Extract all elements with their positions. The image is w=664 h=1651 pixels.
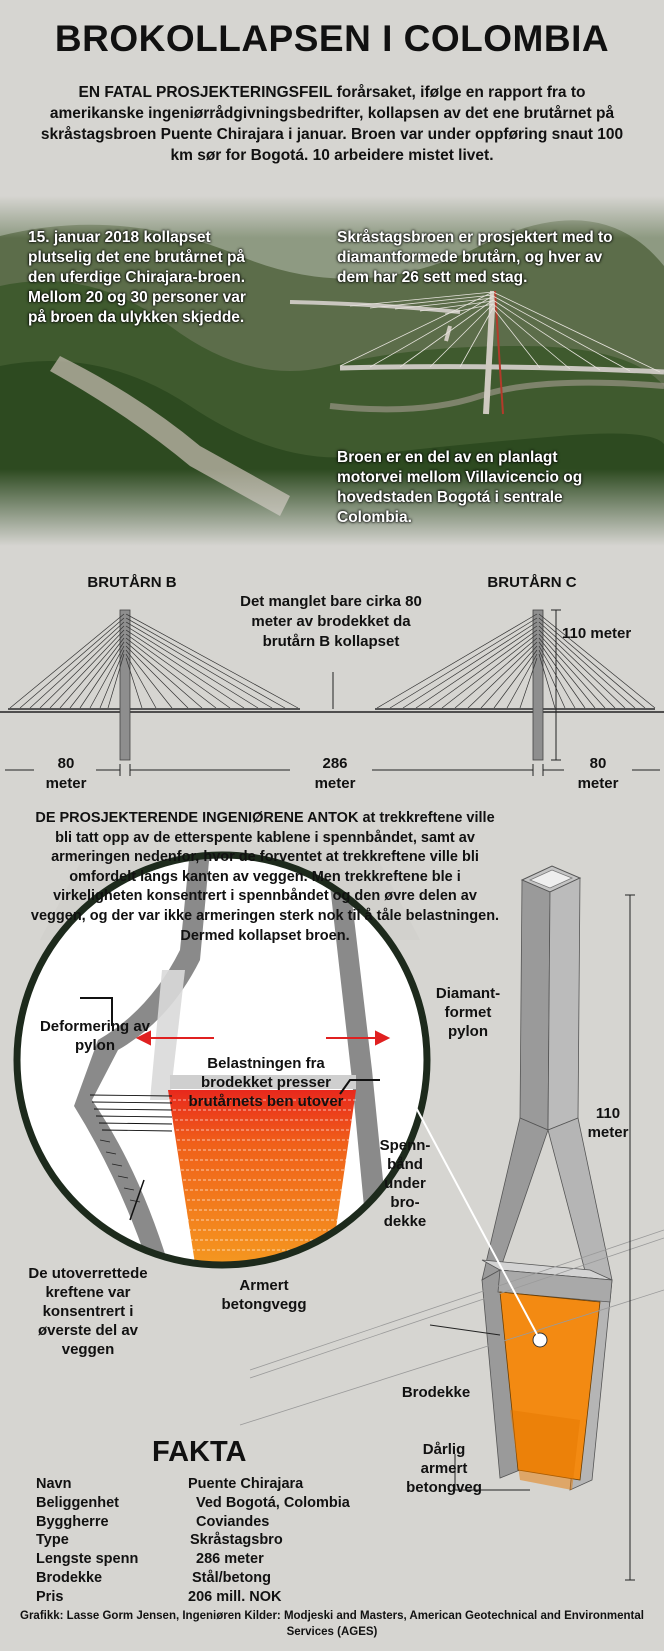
tower-height-label: 110 meter [562, 625, 632, 642]
diamond-pylon [482, 866, 612, 1490]
fact-key: Lengste spenn [36, 1551, 139, 1568]
intro-body: forårsaket, ifølge en rapport fra to amerikanske ingeniørrådgivningsbedrifter, kollapsen av det ene brutårnet på skråstagsbroen Puente Chirajara i januar. Broen var under oppføring snaut 100 km sør for Bogotá. 10 arbeidere mistet livet. [40, 84, 624, 164]
explanation-text [30, 809, 500, 946]
fact-row [36, 1532, 436, 1550]
explanation-lead: DE PROSJEKTERENDE INGENIØRENE ANTOK [35, 810, 359, 826]
intro-lead: EN FATAL PROSJEKTERINGSFEIL [78, 84, 333, 101]
fact-value: Coviandes [196, 1513, 270, 1530]
intro-text [30, 82, 634, 166]
fact-row [36, 1570, 436, 1588]
deck-label: Brodekke [401, 1384, 471, 1401]
tendon-label: Spenn-bånd under bro-dekke [379, 1137, 431, 1230]
wall-label: Armert betongvegg [221, 1277, 307, 1313]
forces-label: De utoverrettede kreftene var konsentrert i øverste del av veggen [28, 1265, 148, 1358]
tower-c-label: BRUTÅRN C [487, 574, 577, 591]
fact-key: Beliggenhet [36, 1494, 119, 1511]
poor-wall-label: Dårlig armert betongveg [406, 1441, 482, 1496]
fact-key: Brodekke [36, 1570, 103, 1586]
fact-value: Ved Bogotá, Colombia [196, 1494, 350, 1511]
deform-label: Deformering av pylon [39, 1018, 151, 1054]
span-left-value: 80 [57, 755, 75, 772]
fact-value: 206 mill. NOK [188, 1588, 282, 1605]
fact-value: Puente Chirajara [188, 1476, 304, 1492]
explanation-body: at trekkreftene ville bli tatt opp av de etterspente kablene i spennbåndet, samt av armeringen nedenfor, hvor de forventet at trekkreftene ville bli omfordelt langs kanten av veggen. Men trekkreftene ble i virkeligheten konsentrert i spennbåndet og den øvre delen av veggen, og der var ikke armeringen sterk nok til å tåle belastningen. Dermed kollapset broen. [30, 810, 500, 944]
photo-caption-right-top: Skråstagsbroen er prosjektert med to diamantformede brutårn, og hver av dem har 26 sett med stag. [337, 229, 613, 286]
span-mid-unit: meter [314, 775, 356, 792]
fact-key: Navn [36, 1476, 72, 1492]
span-right-unit: meter [577, 775, 619, 792]
credit-line: Grafikk: Lasse Gorm Jensen, Ingeniøren Kilder: Modjeski and Masters, American Geotechnical and Environmental Services (AGES) [20, 1610, 644, 1638]
fact-row [36, 1514, 436, 1532]
fact-row [36, 1495, 436, 1513]
pylon-name-label: Diamant-formet pylon [435, 985, 501, 1040]
span-left-unit: meter [45, 775, 87, 792]
fact-key: Byggherre [36, 1513, 109, 1530]
fact-key: Type [36, 1532, 69, 1549]
pylon-height-label: 110 meter [587, 1105, 629, 1141]
fact-row [36, 1476, 436, 1494]
photo-caption-right-bottom: Broen er en del av en planlagt motorvei mellom Villavicencio og hovedstaden Bogotá i sentrale Colombia. [337, 449, 583, 526]
span-mid-dimension [300, 754, 370, 794]
fact-key: Pris [36, 1588, 64, 1605]
fact-row [36, 1551, 436, 1569]
page-title: BROKOLLAPSEN I COLOMBIA [54, 18, 610, 59]
photo-caption-left: 15. januar 2018 kollapset plutselig det ene brutårnet på den uferdige Chirajara-broen. Mellom 20 og 30 personer var på broen da ulykken skjedde. [28, 229, 246, 326]
fact-value: Stål/betong [192, 1570, 271, 1586]
load-label: Belastningen fra brodekket presser brutårnets ben utover [188, 1055, 344, 1110]
aerial-photo [0, 196, 664, 546]
gap-note: Det manglet bare cirka 80 meter av brodekket da brutårn B kollapset [240, 593, 422, 650]
span-left-dimension [36, 754, 96, 794]
span-right-dimension [566, 754, 630, 794]
fact-value: Skråstagsbro [190, 1532, 283, 1549]
span-right-value: 80 [589, 755, 607, 772]
tower-b-label: BRUTÅRN B [87, 574, 177, 591]
facts-heading: FAKTA [152, 1436, 247, 1468]
span-mid-value: 286 [322, 755, 348, 772]
fact-row [36, 1589, 436, 1607]
fact-value: 286 meter [196, 1551, 264, 1568]
